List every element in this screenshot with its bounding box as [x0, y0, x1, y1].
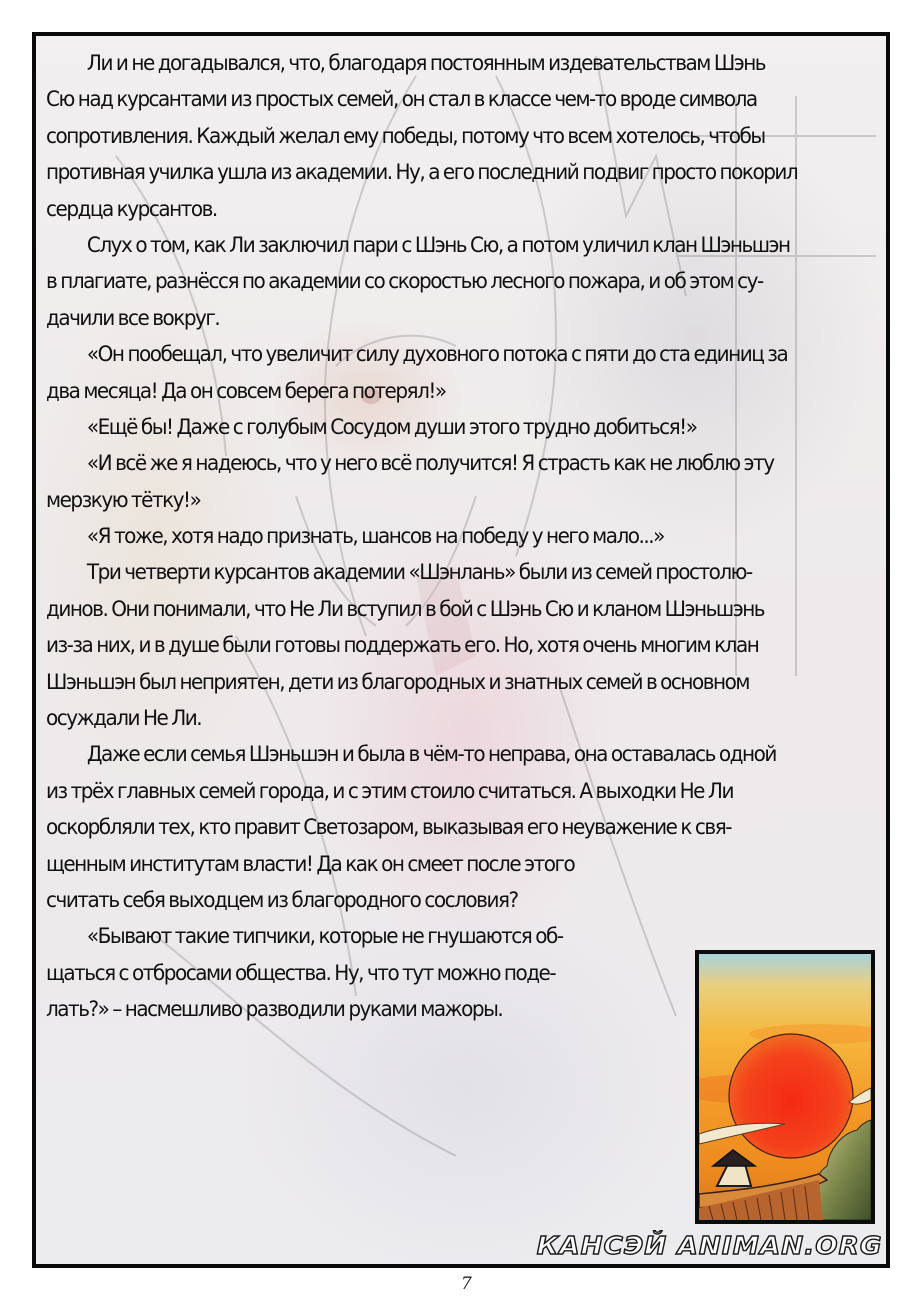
text-line: Ли и не догадывался, что, благодаря постоянным издевательствам Шэнь: [86, 51, 766, 76]
text-line: «Я тоже, хотя надо признать, шансов на победу у него мало...»: [86, 524, 664, 550]
text-line: Слух о том, как Ли заключил пари с Шэнь Сю, а потом уличил клан Шэньшэн: [86, 232, 790, 258]
text-line: противная училка ушла из академии. Ну, а его последний подвиг просто покорил: [46, 160, 798, 186]
text-line: считать себя выходцем из благородного сословия?: [46, 887, 518, 913]
page-number: 7: [461, 1274, 472, 1294]
text-line: из трёх главных семей города, и с этим стоило считаться. А выходки Не Ли: [46, 778, 733, 804]
text-line: два месяца! Да он совсем берега потерял!»: [46, 378, 446, 404]
text-line: «Он пообещал, что увеличит силу духовного потока с пяти до ста единиц за: [86, 342, 788, 368]
page-frame: [32, 32, 890, 1268]
text-line: сопротивления. Каждый желал ему победы, потому что всем хотелось, чтобы: [46, 123, 765, 149]
article-text: [46, 46, 825, 1029]
text-line: Сю над курсантами из простых семей, он стал в классе чем-то вроде символа: [46, 87, 757, 113]
text-line: из-за них, и в душе были готовы поддержать его. Но, хотя очень многим клан: [46, 633, 759, 659]
text-line: Три четверти курсантов академии «Шэнлань» были из семей простолю-: [86, 560, 752, 586]
sunset-illustration: [695, 950, 875, 1224]
text-line: «Бывают такие типчики, которые не гнушаются об-: [86, 924, 563, 950]
text-line: лать?» – насмешливо разводили руками мажоры.: [46, 997, 503, 1023]
text-line: осуждали Не Ли.: [46, 706, 202, 732]
text-line: Шэньшэн был неприятен, дети из благородных и знатных семей в основном: [46, 669, 749, 695]
text-line: «И всё же я надеюсь, что у него всё получится! Я страсть как не люблю эту: [86, 451, 774, 477]
text-line: Даже если семья Шэньшэн и была в чём-то неправа, она оставалась одной: [86, 742, 776, 768]
text-line: «Ещё бы! Даже с голубым Сосудом души этого трудно добиться!»: [86, 414, 697, 440]
text-line: мерзкую тётку!»: [46, 487, 201, 513]
text-line: в плагиате, разнёсся по академии со скоростью лесного пожара, и об этом су-: [46, 269, 763, 295]
scanlation-watermark: КАНСЭЙ ANIMAN.ORG: [536, 1231, 883, 1260]
text-line: сердца курсантов.: [46, 196, 217, 222]
text-line: щаться с отбросами общества. Ну, что тут можно поде-: [46, 960, 556, 986]
text-line: оскорбляли тех, кто правит Светозаром, выказывая его неуважение к свя-: [46, 815, 731, 841]
sunset-icon: [699, 954, 871, 1220]
text-line: динов. Они понимали, что Не Ли вступил в бой с Шэнь Сю и кланом Шэньшэнь: [46, 596, 765, 622]
text-line: дачили все вокруг.: [46, 305, 220, 331]
text-line: щенным институтам власти! Да как он смеет после этого: [46, 851, 575, 877]
